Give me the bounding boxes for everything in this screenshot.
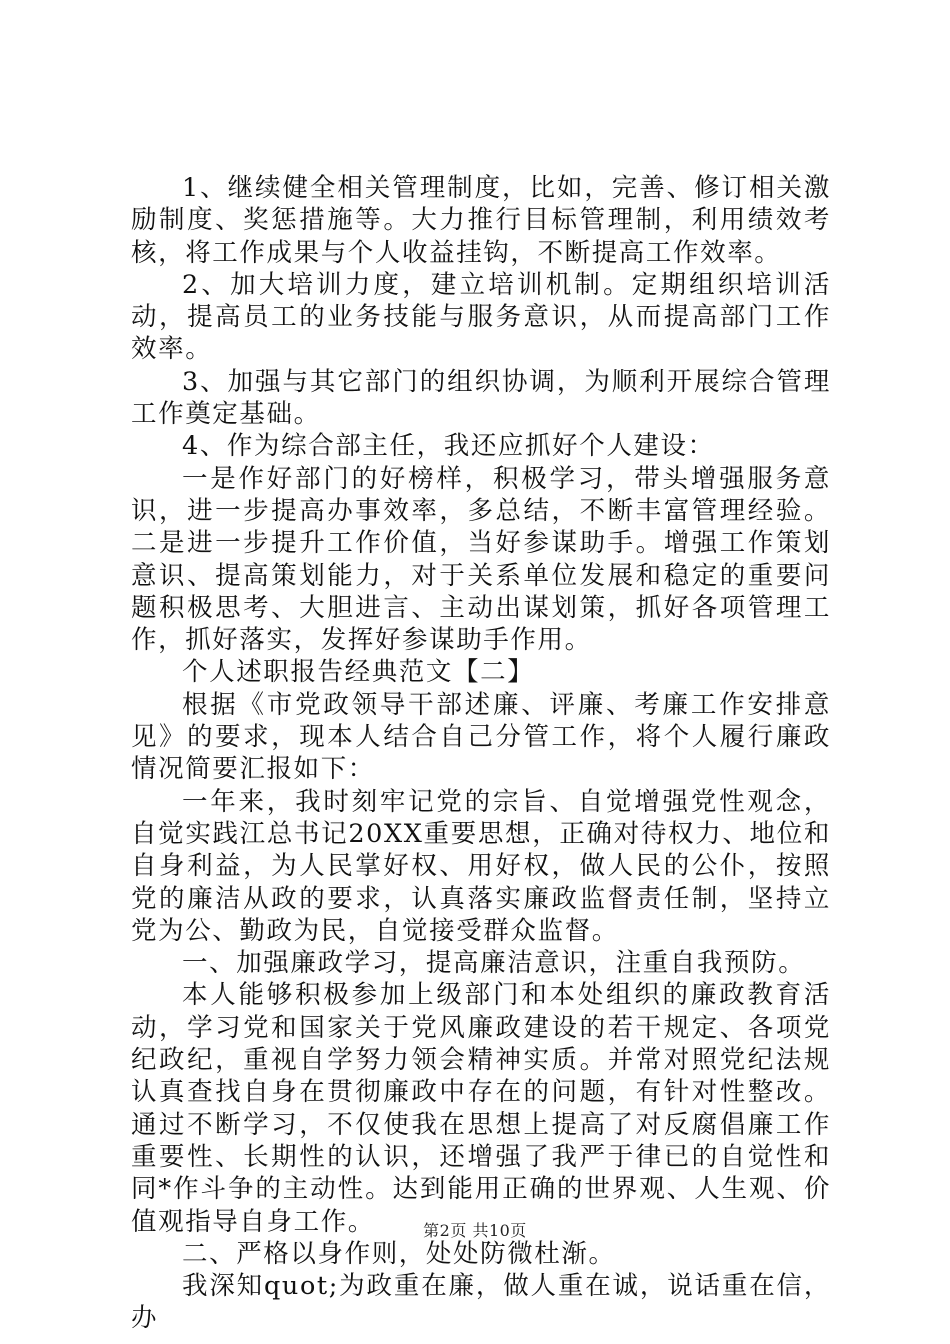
- page-number-footer: 第2页 共10页: [423, 1221, 527, 1240]
- paragraph-item-8: 一年来，我时刻牢记党的宗旨、自觉增强党性观念，自觉实践江总书记20XX重要思想，正确对待权力、地位和自身利益，为人民掌好权、用好权，做人民的公仆，按照党的廉洁从政的要求，认真落实廉政监督责任制，坚持立党为公、勤政为民，自觉接受群众监督。: [131, 786, 831, 946]
- document-body: [131, 172, 831, 1335]
- subheading-1: 一、加强廉政学习，提高廉洁意识，注重自我预防。: [182, 948, 806, 979]
- paragraph-item-7: 根据《市党政领导干部述廉、评廉、考廉工作安排意见》的要求，现本人结合自己分管工作，将个人履行廉政情况简要汇报如下：: [131, 689, 831, 785]
- paragraph-item-3: 3、加强与其它部门的组织协调，为顺利开展综合管理工作奠定基础。: [131, 366, 831, 430]
- paragraph-item-1: 1、继续健全相关管理制度，比如，完善、修订相关激励制度、奖惩措施等。大力推行目标管理制，利用绩效考核，将工作成果与个人收益挂钩，不断提高工作效率。: [131, 173, 831, 268]
- paragraph-item-4: 4、作为综合部主任，我还应抓好个人建设：: [182, 431, 715, 462]
- paragraph-item-2: 2、加大培训力度，建立培训机制。定期组织培训活动，提高员工的业务技能与服务意识，从而提高部门工作效率。: [131, 269, 831, 365]
- subheading-2: 二、严格以身作则，处处防微杜渐。: [182, 1238, 616, 1269]
- section-heading-2: 个人述职报告经典范文【二】: [182, 657, 535, 688]
- paragraph-item-5: 一是作好部门的好榜样，积极学习，带头增强服务意识，进一步提高办事效率，多总结，不断丰富管理经验。二是进一步提升工作价值，当好参谋助手。增强工作策划意识、提高策划能力，对于关系单位发展和稳定的重要问题积极思考、大胆进言、主动出谋划策，抓好各项管理工作，抓好落实，发挥好参谋助手作用。: [131, 463, 831, 656]
- paragraph-item-12: 我深知quot;为政重在廉，做人重在诚，说话重在信，办: [131, 1271, 831, 1334]
- paragraph-item-10: 本人能够积极参加上级部门和本处组织的廉政教育活动，学习党和国家关于党风廉政建设的若干规定、各项党纪政纪，重视自学努力领会精神实质。并常对照党纪法规认真查找自身在贯彻廉政中存在的问题，有针对性整改。通过不断学习，不仅使我在思想上提高了对反腐倡廉工作重要性、长期性的认识，还增强了我严于律已的自觉性和同*作斗争的主动性。达到能用正确的世界观、人生观、价值观指导自身工作。: [131, 980, 831, 1237]
